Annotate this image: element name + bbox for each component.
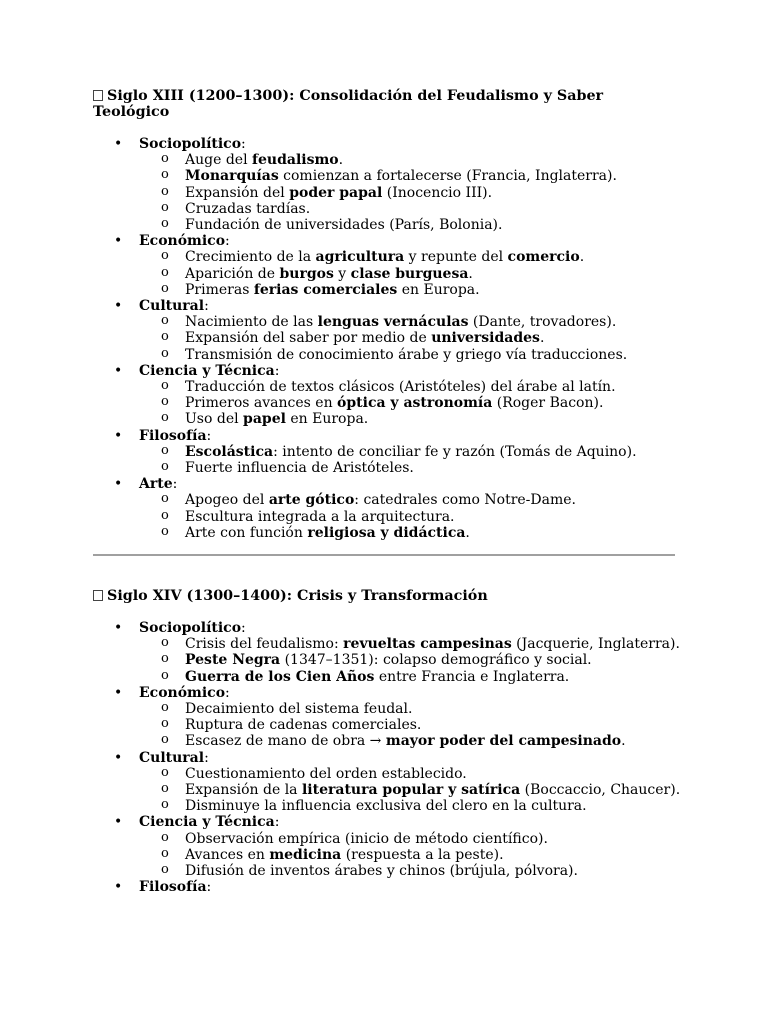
category-item xyxy=(93,620,683,685)
category-label: Cultural: xyxy=(139,749,209,766)
sub-list-item xyxy=(93,669,683,685)
missing-glyph-icon xyxy=(93,590,103,601)
sub-list xyxy=(93,379,683,428)
circle-bullet-icon: o xyxy=(161,167,169,183)
text: . xyxy=(579,249,585,266)
text: Ruptura de cadenas comerciales. xyxy=(185,717,422,734)
category-item xyxy=(93,298,683,363)
text: : intento de conciliar fe y razón (Tomás de Aquino). xyxy=(273,443,637,460)
bullet-icon: • xyxy=(114,298,123,315)
text: . xyxy=(621,733,626,750)
bullet-icon: • xyxy=(114,620,123,636)
circle-bullet-icon: o xyxy=(161,716,169,732)
sub-list xyxy=(93,152,683,233)
sub-list-item xyxy=(93,701,683,717)
category-label: Ciencia y Técnica: xyxy=(139,362,280,379)
category-item xyxy=(93,814,683,879)
sub-list-item xyxy=(93,798,683,814)
bullet-icon: • xyxy=(114,814,123,831)
category-list xyxy=(93,136,683,541)
text: (Jacquerie, Inglaterra). xyxy=(511,636,680,653)
text: (1347–1351): colapso demográfico y social. xyxy=(280,652,592,669)
sub-list-item xyxy=(93,636,683,652)
heading-text: Siglo XIV (1300–1400): Crisis y Transformación xyxy=(107,588,488,604)
missing-glyph-icon xyxy=(93,90,103,101)
circle-bullet-icon: o xyxy=(161,523,169,539)
section-siglo-xiv xyxy=(93,588,683,895)
bold-text: literatura popular y satírica xyxy=(301,782,521,799)
text: Difusión de inventos árabes y chinos (brújula, pólvora). xyxy=(185,863,578,880)
text: Observación empírica (inicio de método científico). xyxy=(185,830,548,847)
sub-list xyxy=(93,766,683,815)
sub-list-item xyxy=(93,847,683,863)
sub-list-item xyxy=(93,282,683,298)
text: en Europa. xyxy=(285,411,369,428)
sub-list-item xyxy=(93,314,683,330)
text: Cruzadas tardías. xyxy=(185,200,311,217)
circle-bullet-icon: o xyxy=(161,732,169,748)
circle-bullet-icon: o xyxy=(161,764,169,780)
section-siglo-xiii xyxy=(93,88,683,541)
text: Escasez de mano de obra → xyxy=(185,733,386,750)
sub-list-item xyxy=(93,652,683,668)
text: Avances en xyxy=(185,846,270,863)
category-item xyxy=(93,363,683,428)
text: : catedrales como Notre-Dame. xyxy=(354,492,576,509)
circle-bullet-icon: o xyxy=(161,797,169,813)
text: Crisis del feudalismo: xyxy=(185,636,344,653)
text: (Dante, trovadores). xyxy=(468,314,617,331)
sub-list-item xyxy=(93,492,683,508)
bold-text: Guerra de los Cien Años xyxy=(185,668,375,685)
sub-list-item xyxy=(93,831,683,847)
category-list xyxy=(93,620,683,895)
text: Expansión del saber por medio de xyxy=(185,330,432,347)
bold-text: burgos xyxy=(279,265,334,282)
circle-bullet-icon: o xyxy=(161,862,169,878)
category-label: Arte: xyxy=(139,476,178,493)
bold-text: agricultura xyxy=(315,249,405,266)
sub-list-item xyxy=(93,395,683,411)
text: Fuerte influencia de Aristóteles. xyxy=(185,460,414,477)
text: Escultura integrada a la arquitectura. xyxy=(185,508,455,525)
category-item xyxy=(93,233,683,298)
section-heading xyxy=(93,88,683,120)
text: (Roger Bacon). xyxy=(492,395,604,412)
category-item xyxy=(93,136,683,233)
bullet-icon: • xyxy=(114,136,123,152)
circle-bullet-icon: o xyxy=(161,378,169,394)
category-label: Cultural: xyxy=(139,298,209,315)
category-label: Filosofía: xyxy=(139,879,212,896)
category-item xyxy=(93,685,683,750)
text: Primeros avances en xyxy=(185,395,338,412)
category-item xyxy=(93,879,683,895)
bold-text: papel xyxy=(243,411,286,428)
sub-list xyxy=(93,492,683,541)
circle-bullet-icon: o xyxy=(161,700,169,716)
sub-list-item xyxy=(93,152,683,168)
category-item xyxy=(93,428,683,477)
bullet-icon: • xyxy=(114,684,123,701)
text: (Boccaccio, Chaucer). xyxy=(520,782,681,799)
text: Disminuye la influencia exclusiva del clero en la cultura. xyxy=(185,798,587,815)
sub-list xyxy=(93,314,683,363)
bold-text: Monarquías xyxy=(185,168,279,185)
circle-bullet-icon: o xyxy=(161,199,169,215)
circle-bullet-icon: o xyxy=(161,345,169,361)
heading-text: Siglo XIII (1200–1300): Consolidación del Feudalismo y Saber xyxy=(107,88,604,104)
bold-text: mayor poder del campesinado xyxy=(385,733,622,750)
category-label: Económico: xyxy=(139,684,230,701)
text: Uso del xyxy=(185,411,244,428)
text: comienzan a fortalecerse (Francia, Inglaterra). xyxy=(278,168,617,185)
text: (respuesta a la peste). xyxy=(341,846,504,863)
text: . xyxy=(468,265,473,282)
circle-bullet-icon: o xyxy=(161,394,169,410)
section-heading xyxy=(93,588,683,604)
circle-bullet-icon: o xyxy=(161,442,169,458)
bullet-icon: • xyxy=(114,476,123,493)
text: Aparición de xyxy=(185,265,280,282)
sub-list-item xyxy=(93,766,683,782)
bullet-icon: • xyxy=(114,879,123,896)
bold-text: arte gótico xyxy=(268,492,355,509)
bold-text: óptica y astronomía xyxy=(337,395,493,412)
sub-list-item xyxy=(93,444,683,460)
circle-bullet-icon: o xyxy=(161,216,169,232)
text: Auge del xyxy=(185,152,252,169)
bold-text: religiosa y didáctica xyxy=(307,524,466,541)
sub-list-item xyxy=(93,733,683,749)
sub-list xyxy=(93,831,683,880)
bold-text: universidades xyxy=(431,330,540,347)
sub-list-item xyxy=(93,249,683,265)
circle-bullet-icon: o xyxy=(161,829,169,845)
circle-bullet-icon: o xyxy=(161,459,169,475)
circle-bullet-icon: o xyxy=(161,781,169,797)
circle-bullet-icon: o xyxy=(161,667,169,683)
sub-list-item xyxy=(93,379,683,395)
bullet-icon: • xyxy=(114,749,123,766)
circle-bullet-icon: o xyxy=(161,248,169,264)
text: (Inocencio III). xyxy=(382,184,493,201)
circle-bullet-icon: o xyxy=(161,264,169,280)
text: Expansión de la xyxy=(185,782,302,799)
sub-list xyxy=(93,701,683,750)
circle-bullet-icon: o xyxy=(161,507,169,523)
text: . xyxy=(338,152,344,169)
bold-text: lenguas vernáculas xyxy=(317,314,469,331)
text: Expansión del xyxy=(185,184,290,201)
bold-text: clase burguesa xyxy=(350,265,469,282)
sub-list-item xyxy=(93,411,683,427)
sub-list-item xyxy=(93,863,683,879)
sub-list-item xyxy=(93,168,683,184)
category-label: Ciencia y Técnica: xyxy=(139,814,280,831)
text: Nacimiento de las xyxy=(185,314,318,331)
circle-bullet-icon: o xyxy=(161,151,169,167)
circle-bullet-icon: o xyxy=(161,183,169,199)
sub-list-item xyxy=(93,217,683,233)
sub-list-item xyxy=(93,330,683,346)
bold-text: ferias comerciales xyxy=(253,281,398,298)
sub-list-item xyxy=(93,460,683,476)
bold-text: Peste Negra xyxy=(185,652,281,669)
circle-bullet-icon: o xyxy=(161,313,169,329)
section-divider xyxy=(93,554,675,556)
sub-list-item xyxy=(93,201,683,217)
bullet-icon: • xyxy=(114,233,123,250)
circle-bullet-icon: o xyxy=(161,651,169,667)
circle-bullet-icon: o xyxy=(161,845,169,861)
circle-bullet-icon: o xyxy=(161,491,169,507)
sub-list xyxy=(93,249,683,298)
circle-bullet-icon: o xyxy=(161,280,169,296)
sub-list-item xyxy=(93,525,683,541)
text: Fundación de universidades (París, Bolonia). xyxy=(185,217,503,234)
category-label: Sociopolítico: xyxy=(139,620,246,636)
sub-list-item xyxy=(93,782,683,798)
text: Crecimiento de la xyxy=(185,249,316,266)
sub-list xyxy=(93,444,683,476)
text: Transmisión de conocimiento árabe y griego vía traducciones. xyxy=(185,346,628,363)
sub-list-item xyxy=(93,509,683,525)
text: y repunte del xyxy=(404,249,508,266)
category-label: Económico: xyxy=(139,233,230,250)
bold-text: medicina xyxy=(269,846,342,863)
text: entre Francia e Inglaterra. xyxy=(374,668,570,685)
text: Traducción de textos clásicos (Aristóteles) del árabe al latín. xyxy=(185,379,616,396)
bold-text: revueltas campesinas xyxy=(343,636,512,653)
bold-text: Escolástica xyxy=(185,443,274,460)
category-item xyxy=(93,476,683,541)
text: Apogeo del xyxy=(185,492,269,509)
sub-list-item xyxy=(93,185,683,201)
text: Decaimiento del sistema feudal. xyxy=(185,701,413,718)
text: Primeras xyxy=(185,281,254,298)
text: en Europa. xyxy=(397,281,480,298)
bold-text: poder papal xyxy=(289,184,383,201)
text: . xyxy=(539,330,545,347)
sub-list-item xyxy=(93,266,683,282)
category-item xyxy=(93,750,683,815)
sub-list-item xyxy=(93,717,683,733)
text: . xyxy=(465,524,470,541)
bullet-icon: • xyxy=(114,362,123,379)
category-label: Filosofía: xyxy=(139,427,212,444)
circle-bullet-icon: o xyxy=(161,410,169,426)
sub-list xyxy=(93,636,683,685)
category-label: Sociopolítico: xyxy=(139,136,246,152)
circle-bullet-icon: o xyxy=(161,635,169,651)
circle-bullet-icon: o xyxy=(161,329,169,345)
bullet-icon: • xyxy=(114,427,123,444)
bold-text: feudalismo xyxy=(252,152,339,169)
sub-list-item xyxy=(93,347,683,363)
heading-text-cont: Teológico xyxy=(93,104,170,120)
bold-text: comercio xyxy=(507,249,580,266)
text: Arte con función xyxy=(185,524,308,541)
text: Cuestionamiento del orden establecido. xyxy=(185,765,467,782)
text: y xyxy=(333,265,351,282)
